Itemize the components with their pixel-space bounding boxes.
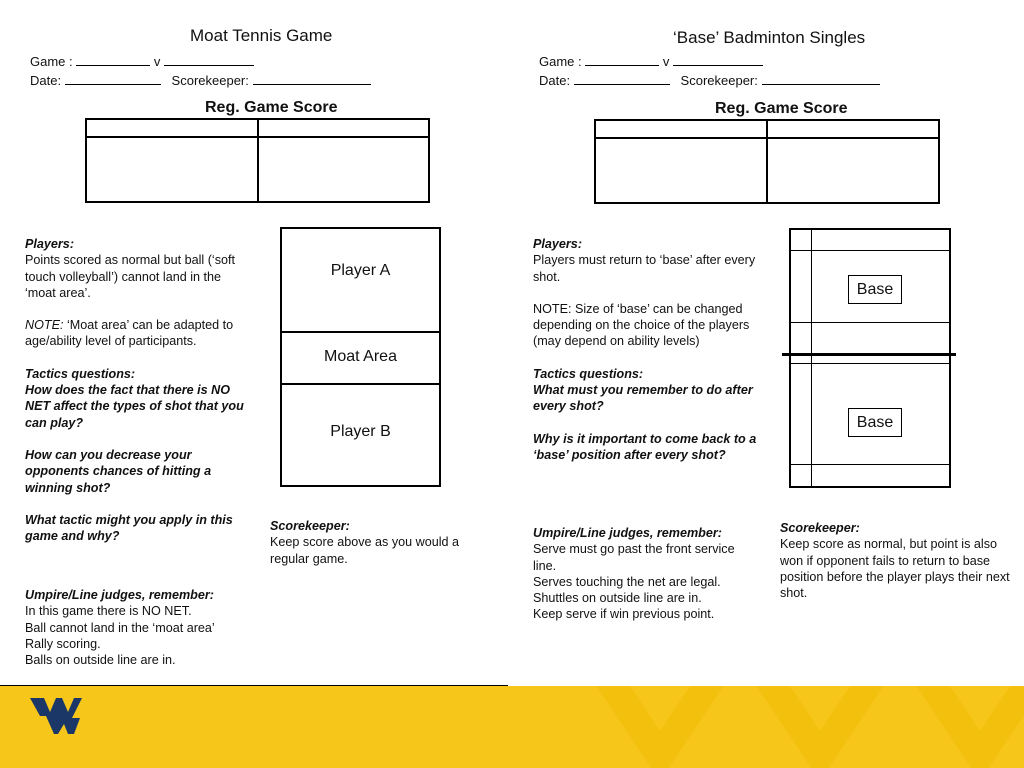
left-scorekeeper-blank[interactable] bbox=[253, 72, 371, 85]
left-score-table bbox=[85, 118, 430, 203]
left-vs-label: v bbox=[153, 54, 161, 69]
left-score-cell[interactable] bbox=[86, 137, 258, 202]
right-question-2: Why is it important to come back to a ‘base’ position after every shot? bbox=[533, 431, 757, 462]
moat-bottom-line bbox=[282, 383, 439, 385]
left-umpire-heading: Umpire/Line judges, remember: bbox=[25, 588, 214, 602]
right-score-cell[interactable] bbox=[595, 138, 767, 203]
court-base-top: Base bbox=[848, 275, 902, 304]
left-players-heading: Players: bbox=[25, 237, 75, 251]
left-umpire-item: In this game there is NO NET. bbox=[25, 604, 192, 619]
right-scorekeeper-note bbox=[780, 520, 1020, 601]
left-question-3: What tactic might you apply in this game and why? bbox=[25, 512, 233, 544]
left-instructions bbox=[25, 236, 255, 544]
right-scorekeeper-blank[interactable] bbox=[762, 72, 880, 85]
right-umpire-heading: Umpire/Line judges, remember: bbox=[533, 526, 722, 540]
right-score-header-cell bbox=[595, 120, 767, 138]
right-umpire-item: Shuttles on outside line are in. bbox=[533, 591, 702, 606]
left-players-text: Points scored as normal but ball (‘soft touch volleyball’) cannot land in the ‘moat area’. bbox=[25, 253, 235, 300]
left-date-label: Date: bbox=[30, 73, 62, 88]
right-score-table bbox=[594, 119, 940, 204]
right-sk-heading: Scorekeeper: bbox=[780, 521, 860, 535]
left-scorekeeper-label: Scorekeeper: bbox=[171, 73, 249, 88]
right-tactics-heading: Tactics questions: bbox=[533, 366, 644, 381]
left-question-2: How can you decrease your opponents chances of hitting a winning shot? bbox=[25, 447, 212, 495]
right-date-blank[interactable] bbox=[574, 72, 670, 85]
badminton-net bbox=[782, 353, 956, 356]
court-front-service-line bbox=[791, 322, 949, 323]
footer-chevron-pattern bbox=[0, 686, 1024, 768]
court-moat-label: Moat Area bbox=[324, 348, 397, 365]
right-vs-label: v bbox=[662, 54, 670, 69]
left-score-header-cell bbox=[86, 119, 258, 137]
badminton-court bbox=[789, 228, 951, 488]
left-score-cell[interactable] bbox=[258, 137, 430, 202]
left-sk-text: Keep score above as you would a regular game. bbox=[270, 535, 460, 566]
left-score-heading: Reg. Game Score bbox=[205, 99, 338, 116]
right-note-text: NOTE: Size of ‘base’ can be changed depending on the choice of the players (may depend on ability levels) bbox=[533, 301, 750, 349]
right-players-heading: Players: bbox=[533, 237, 583, 251]
left-game-line bbox=[30, 53, 254, 69]
moat-tennis-court bbox=[280, 227, 441, 487]
court-base-bottom: Base bbox=[848, 408, 902, 437]
left-umpire-item: Rally scoring. bbox=[25, 636, 101, 651]
right-date-label: Date: bbox=[539, 73, 571, 88]
left-question-1: How does the fact that there is NO NET affect the types of shot that you can play? bbox=[25, 383, 244, 430]
right-sk-text: Keep score as normal, but point is also won if opponent fails to return to base position before the player plays their next shot. bbox=[780, 537, 1010, 601]
left-umpire-section bbox=[25, 587, 265, 668]
right-umpire-item: Serve must go past the front service line. bbox=[533, 542, 735, 573]
flying-wv-logo-icon bbox=[30, 698, 82, 734]
right-umpire-section bbox=[533, 525, 758, 623]
left-game-label: Game : bbox=[30, 54, 73, 69]
right-question-1: What must you remember to do after every shot? bbox=[533, 383, 753, 414]
court-player-b-label: Player B bbox=[330, 423, 391, 440]
left-umpire-item: Ball cannot land in the ‘moat area’ bbox=[25, 620, 215, 635]
right-instructions bbox=[533, 236, 758, 463]
left-date-line bbox=[30, 72, 371, 88]
court-front-service-line bbox=[791, 363, 949, 364]
right-umpire-item: Keep serve if win previous point. bbox=[533, 607, 715, 622]
right-players-text: Players must return to ‘base’ after every shot. bbox=[533, 253, 756, 284]
court-side-line bbox=[811, 230, 812, 486]
right-game-line bbox=[539, 53, 763, 69]
left-scorekeeper-note bbox=[270, 518, 485, 567]
left-date-blank[interactable] bbox=[65, 72, 161, 85]
left-tactics-heading: Tactics questions: bbox=[25, 366, 136, 381]
left-umpire-item: Balls on outside line are in. bbox=[25, 653, 176, 668]
footer-band bbox=[0, 686, 1024, 768]
court-back-service-line bbox=[791, 250, 949, 251]
left-team2-blank[interactable] bbox=[164, 53, 254, 66]
court-player-a-label: Player A bbox=[330, 262, 391, 279]
left-title: Moat Tennis Game bbox=[190, 26, 333, 45]
right-umpire-item: Serves touching the net are legal. bbox=[533, 574, 721, 589]
moat-top-line bbox=[282, 331, 439, 333]
left-note-text: ‘Moat area’ can be adapted to age/ability level of participants. bbox=[25, 318, 234, 349]
left-note-label: NOTE: bbox=[25, 318, 64, 333]
right-team1-blank[interactable] bbox=[585, 53, 659, 66]
left-score-header-cell bbox=[258, 119, 430, 137]
left-note bbox=[25, 317, 255, 350]
right-game-label: Game : bbox=[539, 54, 582, 69]
left-sk-heading: Scorekeeper: bbox=[270, 519, 350, 533]
right-title: ‘Base’ Badminton Singles bbox=[673, 28, 866, 47]
right-team2-blank[interactable] bbox=[673, 53, 763, 66]
right-score-header-cell bbox=[767, 120, 939, 138]
right-date-line bbox=[539, 72, 880, 88]
right-scorekeeper-label: Scorekeeper: bbox=[680, 73, 758, 88]
right-score-cell[interactable] bbox=[767, 138, 939, 203]
left-team1-blank[interactable] bbox=[76, 53, 150, 66]
court-back-service-line bbox=[791, 464, 949, 465]
right-score-heading: Reg. Game Score bbox=[715, 100, 848, 117]
